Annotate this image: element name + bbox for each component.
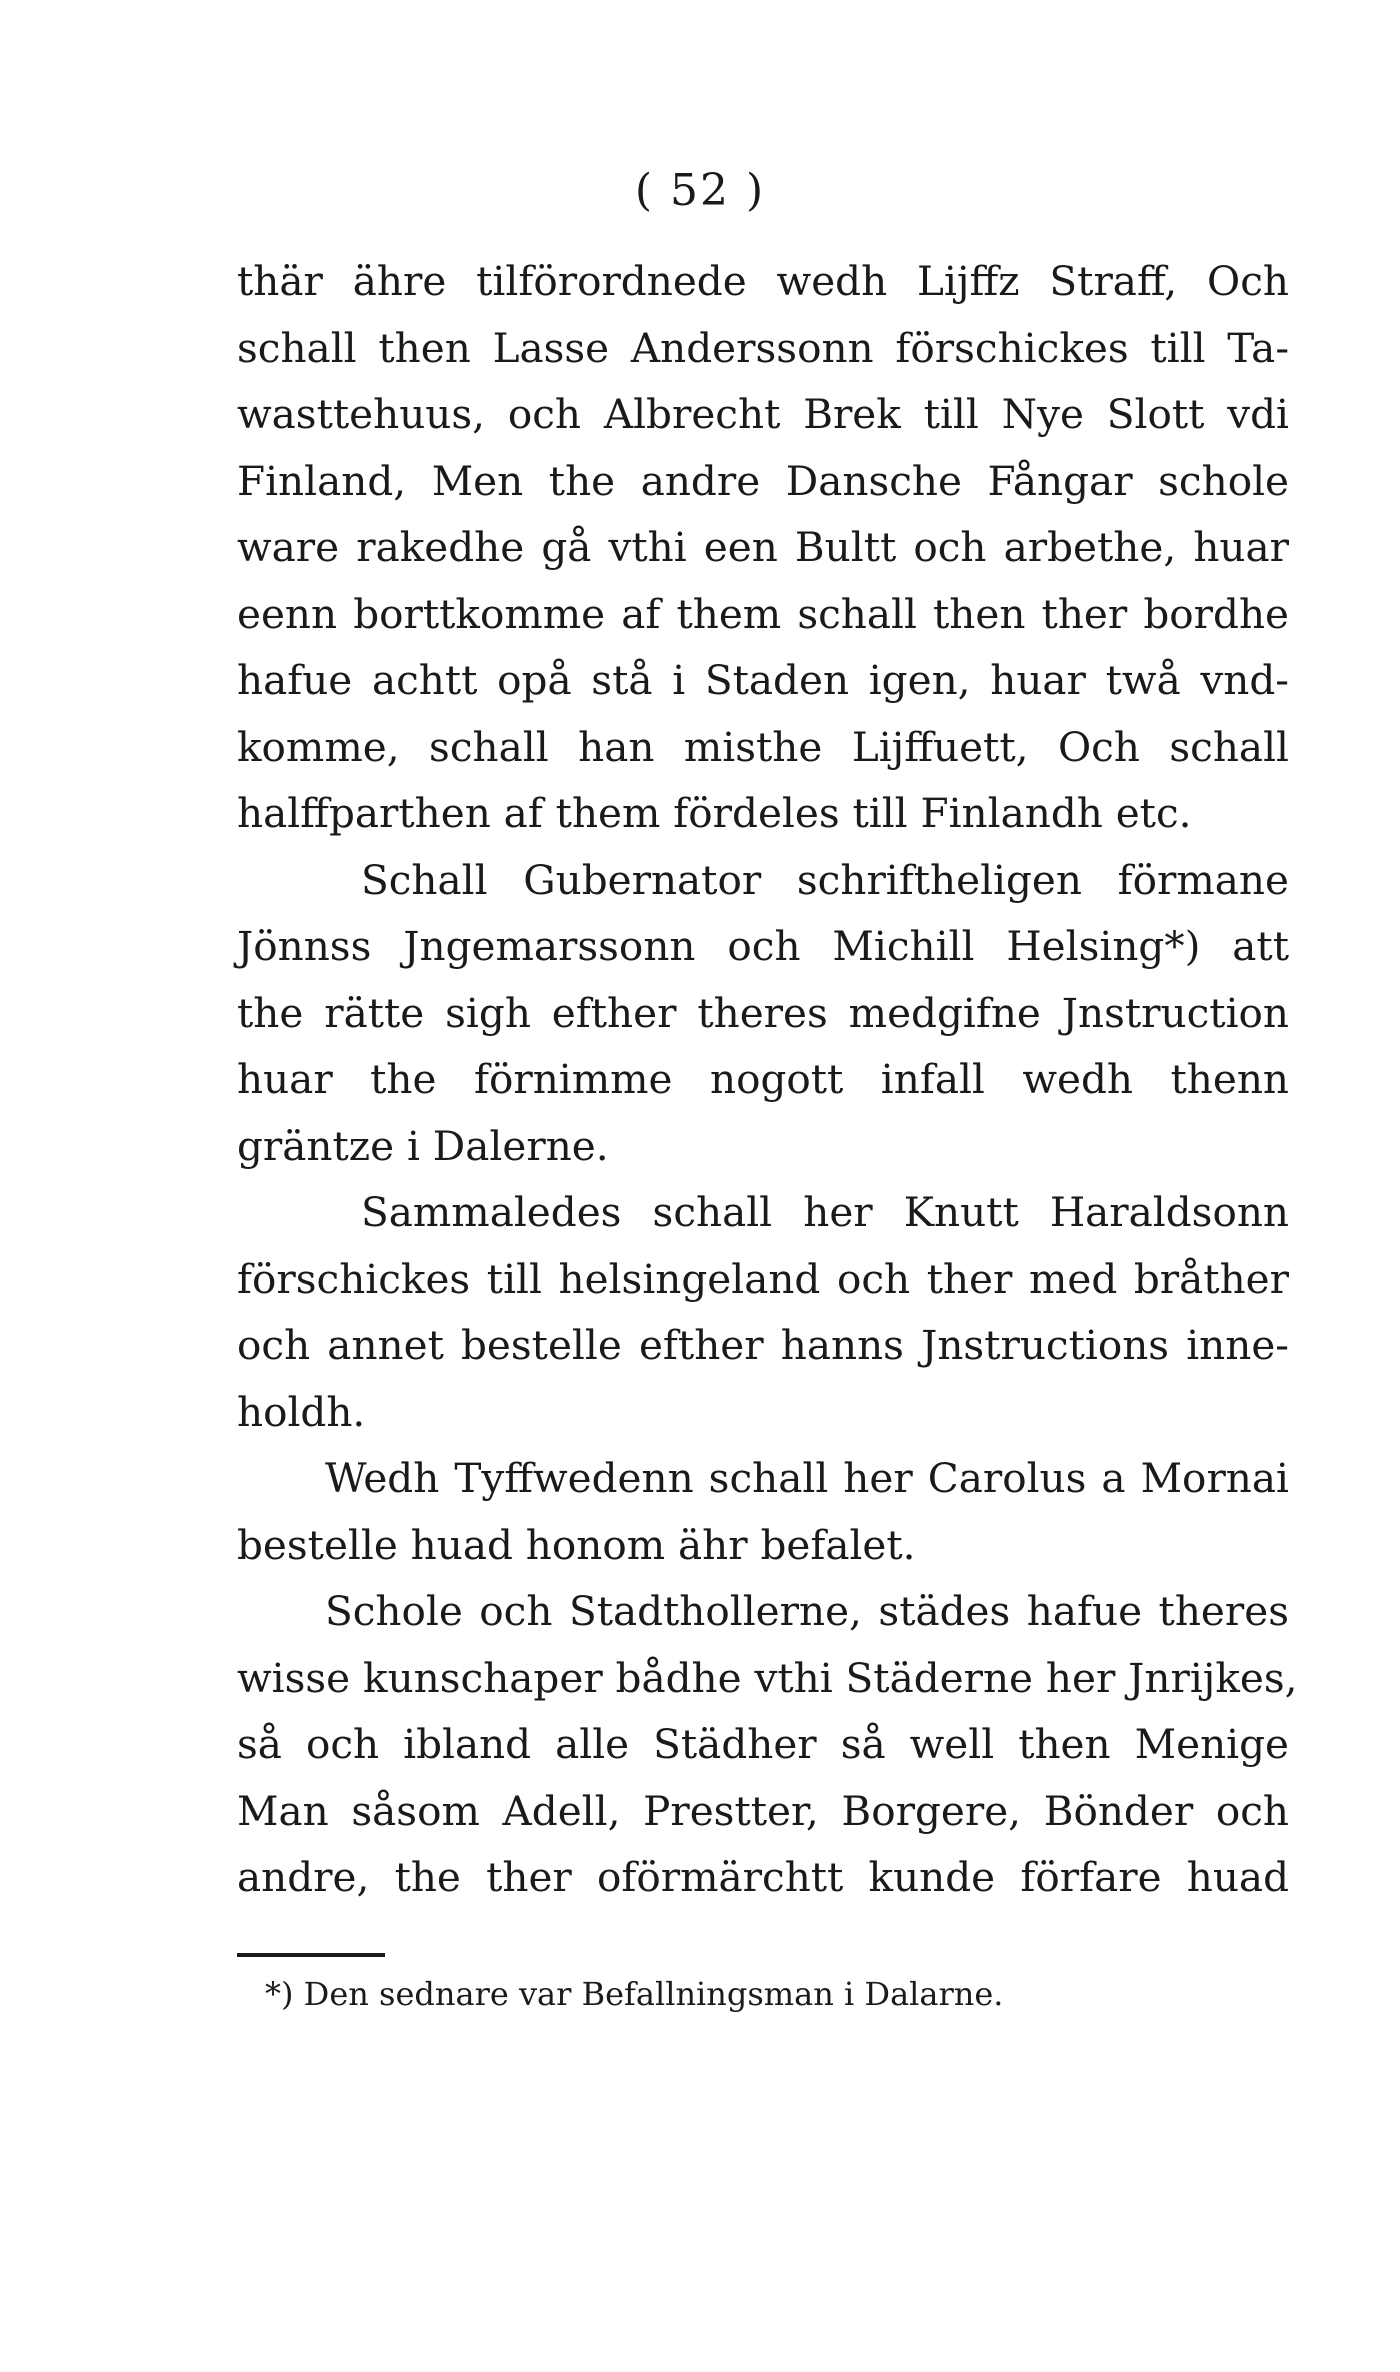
paragraph-1-line: schall then Lasse Anderssonn förschickes till Ta-: [237, 323, 1289, 372]
paragraph-2-line: Jönnss Jngemarssonn och Michill Helsing*) att: [237, 922, 1289, 970]
paragraph-5-line: Man såsom Adell, Prestter, Borgere, Bönder och: [237, 1786, 1289, 1835]
paragraph-1-line: thär ähre tilförordnede wedh Lijffz Straff, Och: [237, 257, 1289, 305]
paragraph-1-line: Finland, Men the andre Dansche Fångar schole: [237, 456, 1289, 505]
paragraph-1-line: wasttehuus, och Albrecht Brek till Nye Slott vdi: [237, 390, 1289, 438]
paragraph-3-line: Sammaledes schall her Knutt Haraldsonn: [361, 1188, 1289, 1236]
paragraph-1-line: ware rakedhe gå vthi een Bultt och arbethe, huar: [237, 523, 1289, 571]
paragraph-1-line: eenn borttkomme af them schall then ther bordhe: [237, 589, 1289, 638]
paragraph-1-line: hafue achtt opå stå i Staden igen, huar twå vnd-: [237, 656, 1289, 704]
paragraph-4-line: Wedh Tyffwedenn schall her Carolus a Mornai: [325, 1454, 1289, 1502]
paragraph-2-line: huar the förnimme nogott infall wedh thenn: [237, 1055, 1289, 1103]
paragraph-2-line: the rätte sigh efther theres medgifne Jnstruction: [237, 988, 1289, 1037]
paragraph-2-line: Schall Gubernator schriftheligen förmane: [361, 855, 1289, 904]
page-number: ( 52 ): [634, 165, 766, 216]
footnote: *) Den sednare var Befallningsman i Dalarne.: [265, 1975, 1004, 2013]
paragraph-4-line: bestelle huad honom ähr befalet.: [237, 1520, 916, 1569]
paragraph-3-line: förschickes till helsingeland och ther med bråther: [237, 1254, 1289, 1303]
paragraph-2-line: gräntze i Dalerne.: [237, 1121, 609, 1170]
paragraph-5-line: så och ibland alle Städher så well then Menige: [237, 1720, 1289, 1768]
paragraph-1-line: komme, schall han misthe Lijffuett, Och schall: [237, 722, 1289, 771]
paragraph-5-line: andre, the ther oförmärchtt kunde förfare huad: [237, 1853, 1289, 1901]
paragraph-3-line: holdh.: [237, 1387, 366, 1436]
body-text: [237, 248, 1298, 1911]
paragraph-3-line: och annet bestelle efther hanns Jnstructions inne-: [237, 1321, 1289, 1369]
paragraph-1-line: halffparthen af them fördeles till Finlandh etc.: [237, 789, 1192, 837]
paragraph-5-line: wisse kunschaper bådhe vthi Städerne her Jnrijkes,: [237, 1653, 1298, 1702]
paragraph-5-line: Schole och Stadthollerne, städes hafue theres: [325, 1587, 1289, 1635]
footnote-divider: [237, 1953, 385, 1957]
